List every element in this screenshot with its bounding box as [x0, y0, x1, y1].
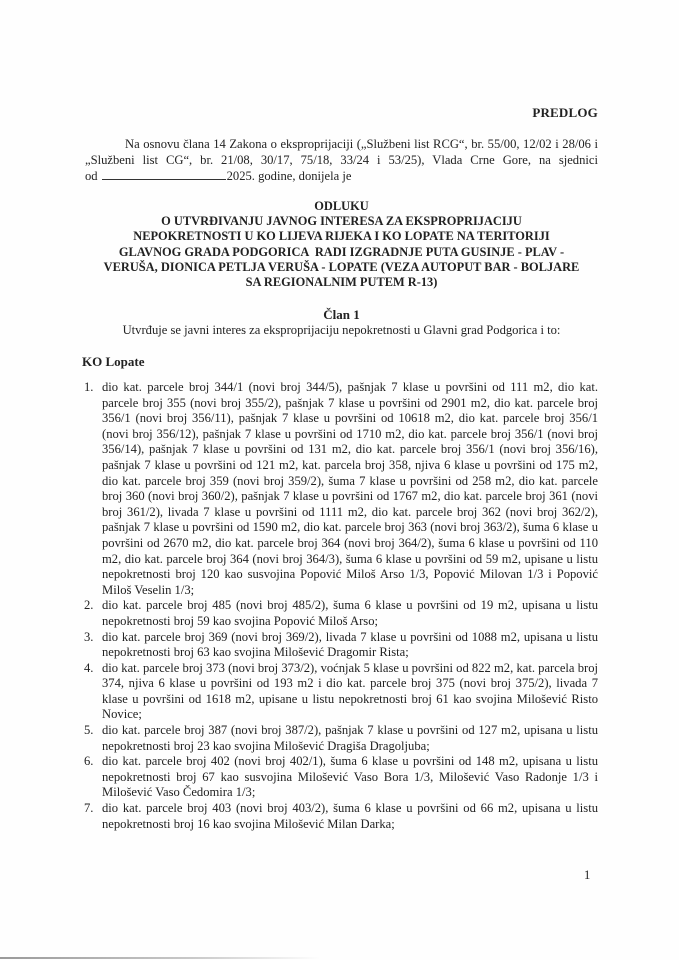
list-item — [84, 661, 598, 723]
decision-title-line: VERUŠA, DIONICA PETLJA VERUŠA - LOPATE (VEZA AUTOPUT BAR - BOLJARE — [103, 259, 580, 274]
list-item-text: dio kat. parcele broj 403 (novi broj 403/2), šuma 6 klase u površini od 66 m2, upisana u listu nepokretnosti broj 16 kao svojina Milošević Milan Darka; — [102, 801, 598, 831]
list-item-number: 6. — [84, 754, 94, 769]
list-item-text: dio kat. parcele broj 402 (novi broj 402/1), šuma 6 klase u površini od 148 m2, upisana u listu nepokretnosti broj 67 kao susvojina Milošević Vaso Bora 1/3, Milošević Vaso Radonje 1/3 i Milošević Vaso Čedomira 1/3; — [102, 754, 598, 800]
date-suffix: 2025. godine, donijela je — [226, 169, 352, 183]
scan-edge-divider — [0, 957, 320, 959]
list-item-number: 3. — [84, 629, 94, 644]
list-item-text: dio kat. parcele broj 369 (novi broj 369/2), livada 7 klase u površini od 1088 m2, upisana u listu nepokretnosti broj 63 kao svojina Milošević Dragomir Rista; — [102, 629, 598, 660]
article-intro: Utvrđuje se javni interes za eksproprijaciju nepokretnosti u Glavni grad Podgorica i to: — [122, 323, 561, 337]
decision-title-line: NEPOKRETNOSTI U KO LIJEVA RIJEKA I KO LOPATE NA TERITORIJI — [133, 229, 550, 244]
decision-heading: ODLUKU — [314, 199, 369, 213]
preamble-date-line — [85, 168, 598, 184]
list-item — [84, 598, 598, 629]
list-item-number: 1. — [84, 380, 94, 394]
page-number: 1 — [584, 868, 591, 882]
list-item-text: dio kat. parcele broj 387 (novi broj 387/2), pašnjak 7 klase u površini od 127 m2, upisana u listu nepokretnosti broj 23 kao svojina Milošević Dragiša Dragoljuba; — [102, 723, 598, 753]
list-item — [84, 380, 598, 598]
list-item-number: 5. — [84, 723, 94, 738]
list-item — [84, 723, 598, 754]
decision-title-line: SA REGIONALNIM PUTEM R-13) — [245, 275, 438, 290]
list-item — [84, 801, 598, 832]
list-item-number: 2. — [84, 598, 94, 613]
list-item-text: dio kat. parcele broj 344/1 (novi broj 344/5), pašnjak 7 klase u površini od 111 m2, dio kat. parcele broj 355 (novi broj 355/2), pašnjak 7 klase u površini od 2901 m2, dio kat. parcele broj 356/1 (novi broj 356/11), pašnjak 7 klase u površini od 10618 m2, dio kat. parcele broj 356/1 (novi broj 356/12), pašnjak 7 klase u površini od 1710 m2, dio kat. parcele broj 356/1 (novi broj 356/14), pašnjak 7 klase u površini od 131 m2, dio kat. parcele broj 356/1 (novi broj 356/16), pašnjak 7 klase u površini od 121 m2, kat. parcela broj 358, njiva 6 klase u površini od 175 m2, dio kat. parcele broj 359 (novi broj 359/2), šuma 7 klase u površini od 258 m2, dio kat. parcele broj 360 (novi broj 360/2), pašnjak 7 klase u površini od 1767 m2, dio kat. parcele broj 361 (novi broj 361/2), livada 7 klase u površini od 1111 m2, dio kat. parcele broj 362 (novi broj 362/2), pašnjak 7 klase u površini od 1590 m2, dio kat. parcele broj 363 (novi broj 363/2), šuma 6 klase u površini od 2670 m2, dio kat. parcele broj 364 (novi broj 364/2), šuma 6 klase u površini od 110 m2, dio kat. parcele broj 364 (novi broj 364/3), šuma 6 klase u površini od 59 m2, upisane u listu nepokretnosti broj 120 kao susvojina Popović Miloš Arso 1/3, Popović Milovan 1/3 i Popović Miloš Veselin 1/3; — [102, 380, 598, 597]
date-blank-field — [102, 168, 226, 180]
decision-title-line: O UTVRĐIVANJU JAVNOG INTERESA ZA EKSPROPRIJACIJU — [161, 214, 522, 229]
preamble — [85, 136, 598, 184]
article-heading: Član 1 — [323, 307, 360, 322]
list-item-number: 7. — [84, 801, 94, 816]
decision-title-line: GLAVNOG GRADA PODGORICA RADI IZGRADNJE PUTA GUSINJE - PLAV - — [118, 244, 565, 259]
list-item-text: dio kat. parcele broj 373 (novi broj 373/2), voćnjak 5 klase u površini od 822 m2, kat. parcela broj 374, njiva 6 klase u površini od 193 m2 i dio kat. parcele broj 375 (novi broj 375/2), livada 7 klase u površini od 1618 m2, upisane u listu nepokretnosti broj 61 kao svojina Milošević Risto Novice; — [102, 660, 598, 722]
document-status-label: PREDLOG — [532, 105, 598, 120]
list-item — [84, 754, 598, 801]
section-heading: KO Lopate — [82, 354, 145, 369]
decision-title — [70, 199, 613, 290]
list-item-text: dio kat. parcele broj 485 (novi broj 485/2), šuma 6 klase u površini od 19 m2, upisana u listu nepokretnosti broj 59 kao svojina Popović Miloš Arso; — [102, 598, 598, 628]
parcel-list — [84, 380, 598, 832]
date-prefix: od — [85, 169, 98, 183]
preamble-text: Na osnovu člana 14 Zakona o eksproprijaciji („Službeni list RCG“, br. 55/00, 12/02 i 28/06 i „Službeni list CG“, br. 21/08, 30/17, 75/18, 33/24 i 53/25), Vlada Crne Gore, na sjednici — [85, 137, 598, 167]
list-item-number: 4. — [84, 660, 94, 675]
list-item — [84, 630, 598, 661]
